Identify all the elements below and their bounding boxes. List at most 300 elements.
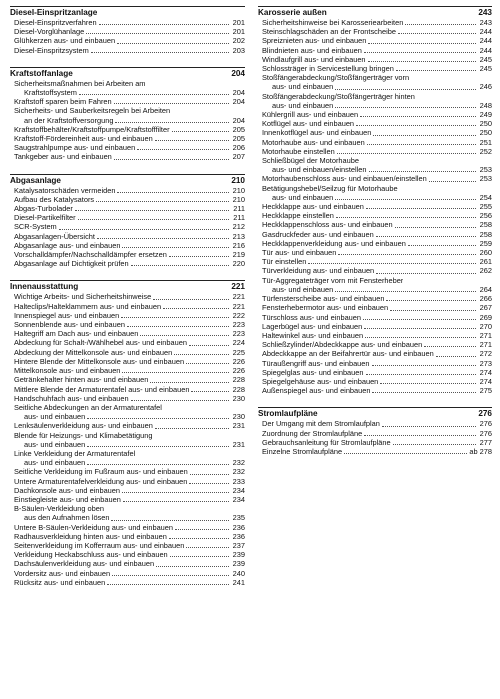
dot-leader xyxy=(429,181,476,182)
toc-entry-page: ab 278 xyxy=(469,446,492,456)
dot-leader xyxy=(390,310,476,311)
section-title: Diesel-Einspritzanlage xyxy=(10,8,98,17)
toc-entry xyxy=(10,559,245,568)
toc-entry-label: aus den Aufnahmen lösen xyxy=(24,513,110,523)
toc-entry xyxy=(10,125,245,134)
toc-entry xyxy=(10,143,245,152)
toc-entry xyxy=(258,147,492,156)
toc-entry-label: Tankgeber aus- und einbauen xyxy=(14,152,112,162)
dot-leader xyxy=(368,61,476,62)
toc-entry-label: Einstiegleiste aus- und einbauen xyxy=(14,494,121,504)
dot-leader xyxy=(107,584,229,585)
toc-entry-page: 239 xyxy=(232,559,245,569)
dot-leader xyxy=(117,43,229,44)
toc-entry xyxy=(258,248,492,257)
toc-entry-page: 260 xyxy=(479,248,492,258)
dot-leader xyxy=(112,575,229,576)
toc-entry xyxy=(258,46,492,55)
toc-entry-label: Einzelne Stromlaufpläne xyxy=(262,446,343,456)
toc-entry-label: Handschuhfach aus- und einbauen xyxy=(14,393,129,403)
dot-leader xyxy=(365,337,476,338)
toc-entry-label: Türaußengriff aus- und einbauen xyxy=(262,358,370,368)
dot-leader xyxy=(398,33,476,34)
dot-leader xyxy=(131,265,229,266)
dot-leader xyxy=(335,107,476,108)
toc-entry xyxy=(258,82,492,91)
dot-leader xyxy=(172,131,229,132)
dot-leader xyxy=(372,365,476,366)
dot-leader xyxy=(155,140,229,141)
toc-entry xyxy=(258,313,492,322)
toc-entry-page: 221 xyxy=(232,292,245,302)
toc-entry-page: 276 xyxy=(479,419,492,429)
toc-entry-label: Innenkotflügel aus- und einbauen xyxy=(262,128,372,138)
dot-leader xyxy=(78,219,229,220)
toc-entry xyxy=(258,174,492,183)
toc-entry-label: Steinschlagschäden an der Frontscheibe xyxy=(262,27,396,37)
toc-entry xyxy=(258,239,492,248)
toc-entry-label: Heckklappenschloss aus- und einbauen xyxy=(262,220,393,230)
toc-entry-label: Heckklappenverkleidung aus- und einbauen xyxy=(262,238,406,248)
toc-entry-label: Sicherheitsmaßnahmen bei Arbeiten am xyxy=(14,78,146,88)
toc-entry-page: 231 xyxy=(232,439,245,449)
dot-leader xyxy=(189,345,229,346)
toc-entry xyxy=(258,92,492,101)
toc-entry-page: 201 xyxy=(232,18,245,27)
toc-entry-page: 221 xyxy=(232,301,245,311)
toc-entry-page: 251 xyxy=(479,137,492,147)
toc-entry-label: Schließzylinder/Abdeckkappe aus- und einbauen xyxy=(262,340,423,350)
toc-entry-page: 212 xyxy=(232,222,245,232)
dot-leader xyxy=(123,501,229,502)
section-title: Karosserie außen xyxy=(258,8,327,17)
toc-entry xyxy=(10,412,245,421)
toc-entry xyxy=(10,421,245,430)
toc-entry-label: Diesel-Einspritzverfahren xyxy=(14,18,97,27)
dot-leader xyxy=(335,291,476,292)
toc-entry xyxy=(10,486,245,495)
toc-entry-page: 222 xyxy=(232,310,245,320)
toc-entry xyxy=(10,385,245,394)
toc-entry-page: 262 xyxy=(479,266,492,276)
toc-entry-page: 226 xyxy=(232,366,245,376)
toc-entry-label: Abdeckung für Schalt-/Wählhebel aus- und einbauen xyxy=(14,338,187,348)
toc-entry xyxy=(10,213,245,222)
toc-entry-page: 270 xyxy=(479,321,492,331)
toc-entry-page: 211 xyxy=(233,204,245,214)
toc-entry-page: 249 xyxy=(479,110,492,120)
toc-entry-label: Kraftstoffsystem xyxy=(24,88,77,98)
toc-entry xyxy=(258,128,492,137)
toc-entry xyxy=(10,222,245,231)
toc-entry-page: 259 xyxy=(479,238,492,248)
dot-leader xyxy=(75,210,229,211)
dot-leader xyxy=(122,247,229,248)
toc-entry-label: Schlossträger in Servicestellung bringen xyxy=(262,64,394,74)
toc-entry xyxy=(10,394,245,403)
toc-entry-page: 202 xyxy=(232,36,245,46)
dot-leader xyxy=(364,435,476,436)
toc-column-right xyxy=(258,6,492,468)
dot-leader xyxy=(366,208,476,209)
toc-entry xyxy=(10,134,245,143)
toc-entry-label: Vorschalldämpfer/Nachschalldämpfer ersetzen xyxy=(14,250,167,260)
toc-entry xyxy=(10,152,245,161)
toc-entry xyxy=(10,241,245,250)
toc-entry xyxy=(258,230,492,239)
toc-entry-page: 235 xyxy=(232,513,245,523)
toc-entry xyxy=(10,259,245,268)
dot-leader xyxy=(122,372,229,373)
toc-entry xyxy=(10,46,245,55)
dot-leader xyxy=(308,263,476,264)
toc-entry-page: 210 xyxy=(232,194,245,204)
toc-entry-label: Spreiznieten aus- und einbauen xyxy=(262,36,367,46)
toc-entry-label: Glühkerzen aus- und einbauen xyxy=(14,36,116,46)
toc-entry-label: Dachsäulenverkleidung aus- und einbauen xyxy=(14,559,155,569)
toc-entry xyxy=(258,101,492,110)
toc-entry-page: 244 xyxy=(479,36,492,46)
dot-leader xyxy=(163,308,229,309)
toc-entry xyxy=(10,116,245,125)
toc-entry xyxy=(258,276,492,285)
toc-entry-page: 275 xyxy=(479,386,492,396)
dot-leader xyxy=(86,33,229,34)
toc-entry-page: 244 xyxy=(479,45,492,55)
dot-leader xyxy=(87,418,229,419)
dot-leader xyxy=(436,356,476,357)
toc-entry-label: Betätigungshebel/Seilzug für Motorhaube xyxy=(262,183,398,193)
toc-entry xyxy=(10,366,245,375)
toc-entry-label: Dachkonsole aus- und einbauen xyxy=(14,485,121,495)
toc-entry-page: 271 xyxy=(479,330,492,340)
toc-entry-label: Kraftstoffbehälter/Kraftstoffpumpe/Kraftstofffilter xyxy=(14,124,170,134)
dot-leader xyxy=(155,428,229,429)
toc-entry-label: Abgasanlage auf Dichtigkeit prüfen xyxy=(14,259,129,269)
toc-entry-page: 252 xyxy=(479,146,492,156)
dot-leader xyxy=(140,335,229,336)
toc-entry-label: Diesel-Partikelfilter xyxy=(14,213,76,223)
dot-leader xyxy=(189,483,229,484)
toc-entry-label: Gebrauchsanleitung für Stromlaufpläne xyxy=(262,437,391,447)
toc-entry-page: 236 xyxy=(232,522,245,532)
toc-entry-label: Getränkehalter hinten aus- und einbauen xyxy=(14,375,149,385)
toc-entry-label: Innenspiegel aus- und einbauen xyxy=(14,310,120,320)
toc-entry-label: an der Kraftstoffversorgung xyxy=(24,115,114,125)
dot-leader xyxy=(114,103,229,104)
toc-entry xyxy=(258,294,492,303)
toc-entry-label: Kraftstoff sparen beim Fahren xyxy=(14,97,112,107)
toc-entry-label: Untere Armaturentafelverkleidung aus- und einbauen xyxy=(14,476,188,486)
toc-entry-page: 226 xyxy=(232,356,245,366)
toc-entry-page: 258 xyxy=(479,229,492,239)
toc-entry xyxy=(258,303,492,312)
toc-entry-label: Außenspiegel aus- und einbauen xyxy=(262,386,371,396)
section-page-number: 221 xyxy=(231,282,245,292)
dot-leader xyxy=(170,556,229,557)
toc-entry-page: 277 xyxy=(479,437,492,447)
toc-entry-label: Sicherheits- und Sauberkeitsregeln bei Arbeiten xyxy=(14,106,171,116)
toc-entry-label: Verkleidung Heckabschluss aus- und einbauen xyxy=(14,550,168,560)
toc-entry-page: 237 xyxy=(232,540,245,550)
toc-entry xyxy=(10,504,245,513)
toc-entry-page: 264 xyxy=(479,284,492,294)
dot-leader xyxy=(96,201,229,202)
toc-entry-label: Spiegelgehäuse aus- und einbauen xyxy=(262,376,379,386)
toc-entry xyxy=(258,220,492,229)
toc-entry xyxy=(258,36,492,45)
toc-entry-page: 233 xyxy=(232,476,245,486)
toc-entry-page: 207 xyxy=(232,152,245,162)
toc-entry-label: Seitenverkleidung im Kofferraum aus- und einbauen xyxy=(14,540,185,550)
toc-entry-page: 274 xyxy=(479,367,492,377)
toc-entry xyxy=(258,73,492,82)
dot-leader xyxy=(364,328,476,329)
toc-entry-label: Tür einstellen xyxy=(262,257,307,267)
section-page-number: 276 xyxy=(478,409,492,419)
toc-entry-label: Motorhaubenschloss aus- und einbauen/einstellen xyxy=(262,174,427,184)
dot-leader xyxy=(344,453,467,454)
toc-entry-page: 261 xyxy=(479,257,492,267)
toc-entry xyxy=(258,202,492,211)
toc-entry xyxy=(10,578,245,587)
toc-entry-page: 203 xyxy=(232,45,245,55)
toc-entry-label: aus- und einbauen xyxy=(24,439,86,449)
toc-entry-page: 253 xyxy=(479,174,492,184)
section-title: Innenausstattung xyxy=(10,282,79,292)
section-page-number: 204 xyxy=(231,68,245,78)
toc-entry xyxy=(10,250,245,259)
toc-entry-page: 274 xyxy=(479,376,492,386)
toc-entry-page: 272 xyxy=(479,349,492,359)
toc-entry-page: 204 xyxy=(232,115,245,125)
toc-entry xyxy=(258,377,492,386)
toc-entry-label: Motorhaube aus- und einbauen xyxy=(262,137,365,147)
dot-leader xyxy=(360,116,476,117)
dot-leader xyxy=(150,382,229,383)
toc-entry-label: Zuordnung der Stromlaufpläne xyxy=(262,428,363,438)
toc-entry-page: 201 xyxy=(232,27,245,37)
toc-entry xyxy=(258,257,492,266)
toc-entry-label: Wichtige Arbeits- und Sicherheitshinweise xyxy=(14,292,152,302)
toc-entry xyxy=(258,64,492,73)
toc-entry-page: 269 xyxy=(479,312,492,322)
toc-entry-label: Heckklappe einstellen xyxy=(262,211,334,221)
toc-entry-label: Untere B-Säulen-Verkleidung aus- und einbauen xyxy=(14,522,174,532)
toc-entry-page: 220 xyxy=(232,259,245,269)
dot-leader xyxy=(190,474,229,475)
dot-leader xyxy=(59,229,229,230)
toc-entry-page: 236 xyxy=(232,531,245,541)
toc-entry-page: 224 xyxy=(232,338,245,348)
dot-leader xyxy=(122,492,229,493)
section-page-number: 210 xyxy=(231,175,245,185)
toc-entry-label: Saugstrahlpumpe aus- und einbauen xyxy=(14,143,136,153)
dot-leader xyxy=(376,273,476,274)
toc-entry-page: 245 xyxy=(479,54,492,64)
toc-entry-page: 216 xyxy=(232,240,245,250)
toc-entry-page: 223 xyxy=(232,329,245,339)
toc-entry-page: 228 xyxy=(232,384,245,394)
toc-entry xyxy=(258,340,492,349)
toc-entry-label: Kraftstoff-Fördereinheit aus- und einbauen xyxy=(14,134,153,144)
toc-entry xyxy=(258,184,492,193)
toc-entry-label: Gasdruckfeder aus- und einbauen xyxy=(262,229,374,239)
dot-leader xyxy=(169,256,229,257)
dot-leader xyxy=(395,227,476,228)
toc-entry-label: aus- und einbauen/einstellen xyxy=(272,165,367,175)
toc-entry xyxy=(10,186,245,195)
toc-entry-label: Türfensterscheibe aus- und einbauen xyxy=(262,294,385,304)
section-title: Abgasanlage xyxy=(10,175,61,185)
toc-entry-page: 211 xyxy=(233,213,245,223)
dot-leader xyxy=(174,354,229,355)
toc-entry-page: 204 xyxy=(232,88,245,98)
dot-leader xyxy=(393,444,476,445)
toc-entry-label: Diesel-Einspritzsystem xyxy=(14,45,89,55)
toc-entry-label: Abgas-Turbolader xyxy=(14,204,73,214)
toc-entry xyxy=(10,204,245,213)
toc-entry xyxy=(10,106,245,115)
toc-entry-label: aus- und einbauen xyxy=(24,412,86,422)
dot-leader xyxy=(186,363,229,364)
toc-entry-page: 250 xyxy=(479,128,492,138)
dot-leader xyxy=(97,238,229,239)
dot-leader xyxy=(169,538,229,539)
toc-entry xyxy=(258,193,492,202)
dot-leader xyxy=(364,52,476,53)
section-heading xyxy=(258,8,492,18)
toc-entry-label: B-Säulen-Verkleidung oben xyxy=(14,504,104,514)
dot-leader xyxy=(424,346,476,347)
toc-entry-page: 266 xyxy=(479,294,492,304)
toc-entry-label: Der Umgang mit dem Stromlaufplan xyxy=(262,419,380,429)
toc-entry-page: 234 xyxy=(232,494,245,504)
toc-entry-page: 271 xyxy=(479,340,492,350)
dot-leader xyxy=(336,217,476,218)
toc-entry-label: Blende für Heizungs- und Klimabetätigung xyxy=(14,430,153,440)
toc-entry xyxy=(10,513,245,522)
dot-leader xyxy=(114,159,229,160)
toc-entry xyxy=(10,495,245,504)
toc-entry xyxy=(10,311,245,320)
toc-section xyxy=(258,6,492,395)
toc-entry-page: 219 xyxy=(232,250,245,260)
toc-entry xyxy=(258,429,492,438)
toc-entry-label: Aufbau des Katalysators xyxy=(14,194,95,204)
toc-entry xyxy=(10,403,245,412)
toc-section xyxy=(10,174,245,269)
toc-entry-label: Hintere Blende der Mittelkonsole aus- und einbauen xyxy=(14,356,185,366)
toc-entry xyxy=(258,447,492,456)
toc-entry-label: SCR-System xyxy=(14,222,57,232)
toc-entry xyxy=(258,438,492,447)
toc-section xyxy=(258,407,492,456)
dot-leader xyxy=(396,70,476,71)
toc-entry-label: Türschloss aus- und einbauen xyxy=(262,312,362,322)
section-page-number: 243 xyxy=(478,8,492,17)
section-heading xyxy=(258,409,492,419)
toc-entry-page: 210 xyxy=(232,185,245,195)
dot-leader xyxy=(335,199,476,200)
toc-entry-label: Heckklappe aus- und einbauen xyxy=(262,202,364,212)
toc-entry-label: Windlaufgrill aus- und einbauen xyxy=(262,54,366,64)
toc-entry-page: 206 xyxy=(232,143,245,153)
toc-entry-page: 250 xyxy=(479,119,492,129)
toc-entry-label: Abdeckung der Mittelkonsole aus- und einbauen xyxy=(14,347,173,357)
toc-entry-label: Seitliche Verkleidung im Fußraum aus- und einbauen xyxy=(14,467,188,477)
toc-entry xyxy=(10,458,245,467)
toc-entry-label: aus- und einbauen xyxy=(272,192,334,202)
section-title: Stromlaufpläne xyxy=(258,409,318,419)
toc-entry-label: Mittlere Blende der Armaturentafel aus- und einbauen xyxy=(14,384,190,394)
dot-leader xyxy=(87,446,229,447)
toc-entry-page: 267 xyxy=(479,303,492,313)
toc-entry-label: Haltewinkel aus- und einbauen xyxy=(262,330,364,340)
dot-leader xyxy=(153,299,229,300)
toc-entry xyxy=(10,320,245,329)
toc-entry xyxy=(258,322,492,331)
toc-entry xyxy=(10,431,245,440)
toc-entry xyxy=(258,331,492,340)
toc-entry-label: Motorhaube einstellen xyxy=(262,146,335,156)
toc-entry-label: Rücksitz aus- und einbauen xyxy=(14,577,106,587)
toc-entry-page: 255 xyxy=(479,202,492,212)
toc-entry xyxy=(258,349,492,358)
toc-entry xyxy=(10,532,245,541)
toc-entry xyxy=(10,440,245,449)
toc-entry xyxy=(258,266,492,275)
toc-entry-label: Lenksäulenverkleidung aus- und einbauen xyxy=(14,421,153,431)
toc-entry xyxy=(10,292,245,301)
dot-leader xyxy=(111,520,229,521)
toc-entry xyxy=(10,97,245,106)
toc-entry xyxy=(10,195,245,204)
dot-leader xyxy=(127,326,229,327)
toc-entry-label: aus- und einbauen xyxy=(24,458,86,468)
toc-entry xyxy=(10,36,245,45)
toc-entry xyxy=(258,138,492,147)
toc-entry-label: Haltegriff am Dach aus- und einbauen xyxy=(14,329,139,339)
toc-entry-label: Stoßfängerabdeckung/Stoßfängerträger hinten xyxy=(262,91,415,101)
toc-entry xyxy=(10,375,245,384)
toc-entry-page: 225 xyxy=(232,347,245,357)
toc-entry-page: 231 xyxy=(232,421,245,431)
toc-entry-label: Kotflügel aus- und einbauen xyxy=(262,119,355,129)
toc-entry-page: 234 xyxy=(232,485,245,495)
toc-entry xyxy=(258,18,492,27)
toc-entry-page: 213 xyxy=(232,231,245,241)
toc-entry xyxy=(10,541,245,550)
dot-leader xyxy=(186,547,229,548)
dot-leader xyxy=(363,319,476,320)
toc-entry xyxy=(10,79,245,88)
toc-entry xyxy=(10,18,245,27)
toc-entry-label: Stoßfängerabdeckung/Stoßfängerträger vorn xyxy=(262,73,410,83)
dot-leader xyxy=(405,24,476,25)
toc-entry-label: Vordersitz aus- und einbauen xyxy=(14,568,111,578)
toc-entry-label: Tür-Aggregateträger vorn mit Fensterheber xyxy=(262,275,404,285)
toc-entry xyxy=(258,211,492,220)
toc-entry xyxy=(10,550,245,559)
toc-entry-label: Sicherheitshinweise bei Karosseriearbeiten xyxy=(262,18,404,27)
dot-leader xyxy=(115,122,229,123)
dot-leader xyxy=(366,374,477,375)
toc-entry xyxy=(258,110,492,119)
toc-entry xyxy=(258,27,492,36)
toc-entry-label: Spiegelglas aus- und einbauen xyxy=(262,367,364,377)
toc-entry-label: Mittelkonsole aus- und einbauen xyxy=(14,366,121,376)
